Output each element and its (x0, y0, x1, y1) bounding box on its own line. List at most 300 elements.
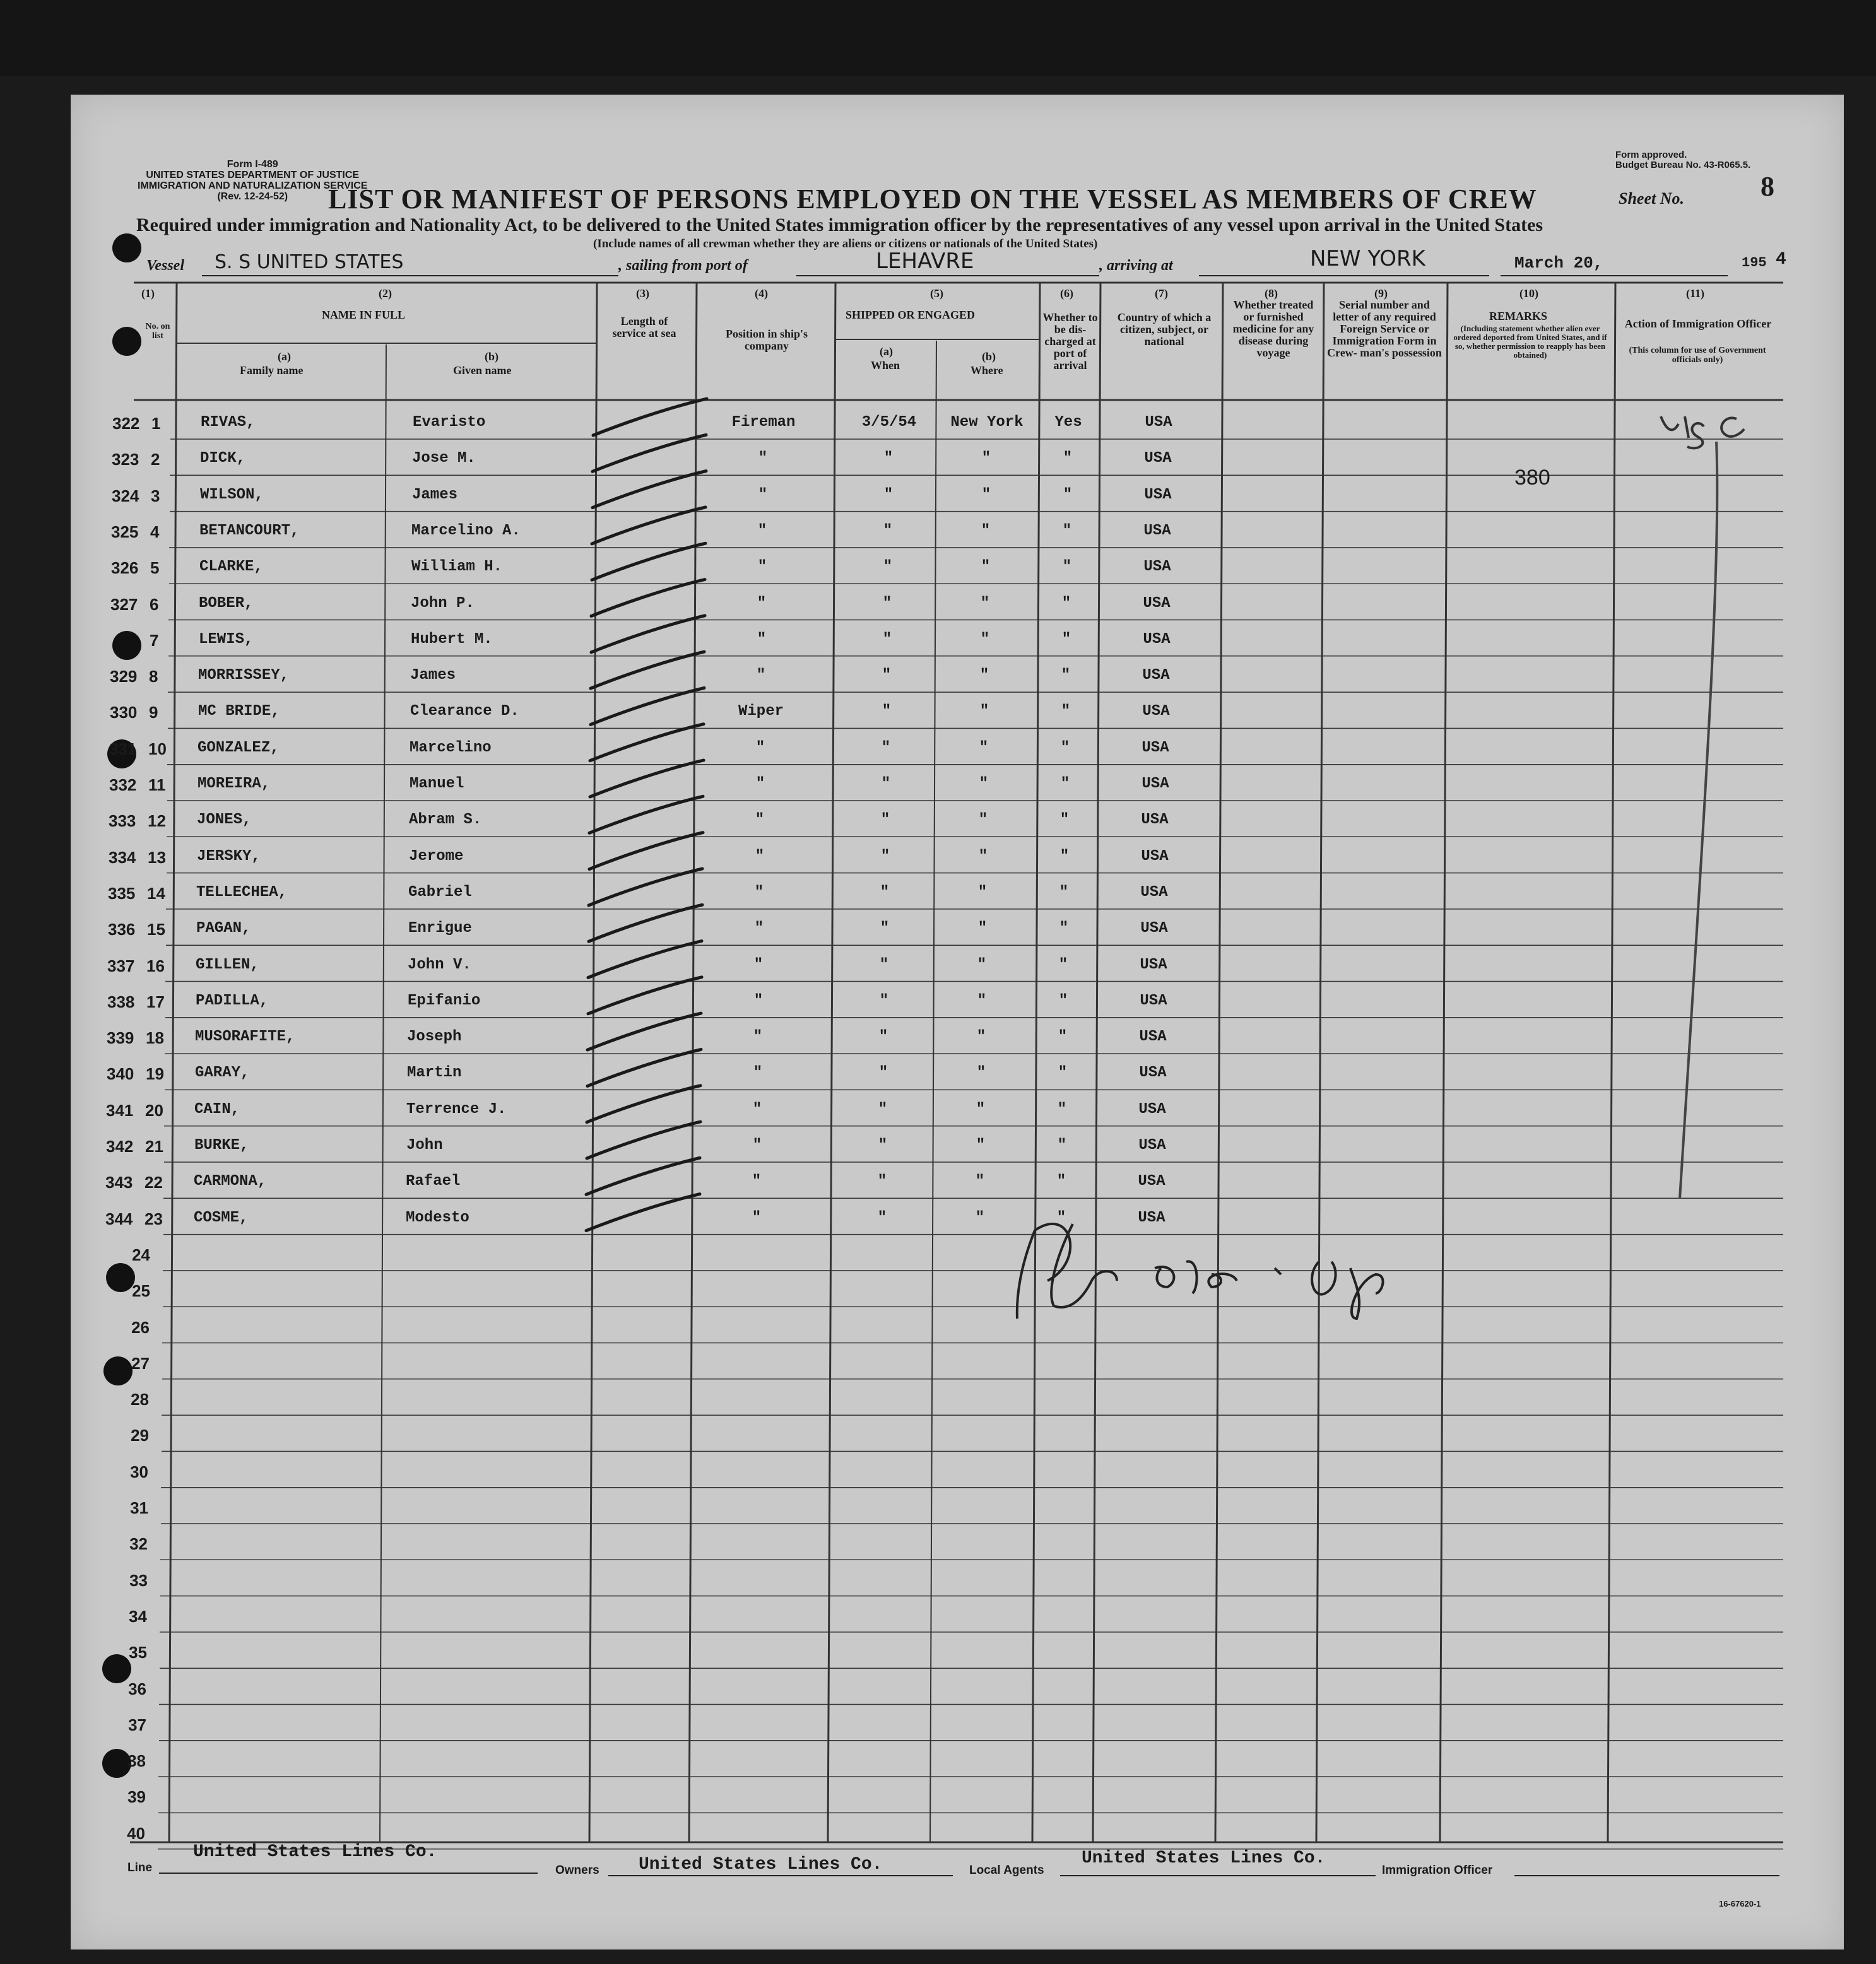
immigration-officer-label: Immigration Officer (1382, 1864, 1493, 1877)
country: USA (1139, 1028, 1167, 1046)
shipped-when: " (882, 703, 892, 720)
given-name: John (406, 1137, 443, 1154)
col-2a-letter: (a) (278, 350, 291, 363)
list-number: 327 (110, 594, 138, 614)
line-number: 15 (147, 920, 165, 939)
shipped-when: " (881, 775, 891, 792)
line-number: 5 (150, 558, 160, 578)
col-11-note: (This column for use of Government officials only) (1629, 346, 1766, 365)
line-number: 13 (148, 847, 166, 867)
department-name: UNITED STATES DEPARTMENT OF JUSTICE (146, 170, 360, 180)
col-2-number: (2) (379, 287, 392, 300)
col-4-header: Position in ship's company (725, 327, 808, 352)
col-5a-header: When (871, 359, 900, 372)
discharged-at-arrival: " (1061, 667, 1071, 685)
service-stroke (589, 869, 702, 905)
shipped-when: " (878, 1100, 888, 1118)
country: USA (1141, 847, 1169, 865)
sailing-label: , sailing from port of (618, 257, 748, 274)
line-number: 8 (149, 667, 158, 686)
shipped-where: " (976, 1137, 986, 1154)
list-number: 323 (112, 450, 139, 469)
given-name: Abram S. (409, 811, 482, 829)
shipped-when: " (882, 630, 892, 648)
local-agents-value: United States Lines Co. (1082, 1849, 1326, 1868)
family-name: GONZALEZ, (198, 739, 280, 756)
line-number: 6 (150, 594, 159, 614)
line-number: 10 (148, 739, 167, 758)
country: USA (1142, 667, 1170, 685)
shipped-when: " (880, 920, 890, 938)
shipped-where: " (977, 956, 987, 973)
line-number: 17 (146, 992, 165, 1011)
line-label: Line (127, 1861, 153, 1874)
shipped-when: " (883, 450, 894, 467)
service-stroke (592, 507, 705, 544)
position: " (753, 1028, 763, 1046)
discharged-at-arrival: " (1062, 558, 1072, 576)
line-number: 31 (130, 1498, 148, 1517)
position: " (757, 522, 767, 539)
line-number: 30 (130, 1462, 148, 1481)
arrival-year-prefix: 195 (1742, 255, 1767, 271)
col-11-header: Action of Immigration Officer (1624, 317, 1772, 330)
vessel-label: Vessel (146, 257, 184, 274)
line-number: 11 (148, 775, 166, 794)
family-name: MOREIRA, (198, 775, 271, 792)
family-name: BOBER, (199, 594, 254, 612)
shipped-when: " (880, 811, 890, 829)
position: " (755, 847, 765, 865)
line-number: 1 (151, 414, 161, 433)
col-10-header: REMARKS (1489, 310, 1548, 322)
family-name: PAGAN, (196, 920, 251, 938)
family-name: CAIN, (194, 1100, 240, 1118)
shipped-when: " (877, 1173, 887, 1191)
col-3-header: Length of service at sea (612, 315, 676, 339)
local-agents-label: Local Agents (969, 1864, 1044, 1877)
service-stroke (591, 580, 705, 616)
shipped-where: " (976, 1100, 986, 1118)
col-3-number: (3) (636, 287, 649, 300)
list-number: 326 (111, 558, 139, 578)
shipped-when: " (878, 1028, 888, 1046)
service-name: IMMIGRATION AND NATURALIZATION SERVICE (138, 180, 368, 191)
line-number: 39 (127, 1787, 146, 1807)
service-stroke (587, 1049, 701, 1086)
discharged-at-arrival: " (1063, 450, 1073, 467)
given-name: Epifanio (408, 992, 481, 1009)
country: USA (1143, 630, 1171, 648)
family-name: PADILLA, (196, 992, 269, 1009)
family-name: MORRISSEY, (198, 667, 290, 685)
given-name: William H. (411, 558, 503, 576)
col-2b-header: Given name (453, 364, 512, 377)
given-name: Manuel (410, 775, 464, 792)
col-6-header: Whether to be dis- charged at port of arrival (1042, 311, 1098, 372)
family-name: GARAY, (195, 1064, 250, 1082)
line-number: 35 (129, 1643, 147, 1662)
discharged-at-arrival: " (1061, 630, 1071, 648)
list-number: 336 (108, 920, 136, 939)
list-number: 342 (106, 1137, 134, 1156)
line-value: United States Lines Co. (193, 1842, 437, 1862)
line-number: 37 (128, 1715, 146, 1734)
line-number: 12 (148, 811, 166, 831)
col-5-number: (5) (930, 287, 943, 300)
given-name: Joseph (407, 1028, 462, 1046)
service-stroke (591, 616, 705, 652)
list-number: 341 (106, 1100, 134, 1120)
service-stroke (593, 471, 706, 508)
arriving-label: , arriving at (1099, 257, 1173, 274)
discharged-at-arrival: " (1058, 1028, 1068, 1046)
col-9-header: Serial number and letter of any required Foreign Service or Immigration Form in Crew- man's possession (1327, 298, 1442, 359)
form-approved-line: Form approved. (1615, 150, 1687, 160)
col-1-header: No. on list (145, 322, 170, 341)
country: USA (1138, 1209, 1165, 1226)
line-number: 18 (146, 1028, 164, 1048)
list-number: 333 (109, 811, 136, 831)
given-name: Marcelino (410, 739, 492, 756)
family-name: LEWIS, (199, 630, 254, 648)
remarks-note: 380 (1514, 466, 1550, 490)
vessel-name: S. S UNITED STATES (215, 251, 404, 273)
form-number: Form I-489 (227, 159, 278, 170)
owners-value: United States Lines Co. (639, 1855, 883, 1874)
list-number: 331 (109, 739, 137, 758)
owners-label: Owners (555, 1864, 599, 1877)
position: " (758, 450, 768, 467)
shipped-where: " (975, 1209, 985, 1226)
col-11-number: (11) (1686, 287, 1704, 300)
family-name: MUSORAFITE, (195, 1028, 295, 1046)
shipped-where: " (981, 450, 991, 467)
line-number: 21 (145, 1137, 163, 1156)
position: " (752, 1100, 762, 1118)
given-name: John V. (408, 956, 471, 973)
family-name: TELLECHEA, (196, 883, 288, 901)
shipped-where: " (981, 558, 991, 576)
port-from: LEHAVRE (876, 249, 974, 274)
col-5a-letter: (a) (880, 345, 893, 358)
discharged-at-arrival: " (1060, 775, 1070, 792)
given-name: Jose M. (412, 450, 476, 467)
shipped-when: " (883, 486, 894, 503)
discharged-at-arrival: " (1059, 920, 1069, 938)
shipped-when: " (882, 594, 892, 612)
position: " (752, 1173, 762, 1191)
service-stroke (588, 941, 702, 978)
discharged-at-arrival: " (1063, 486, 1073, 503)
position: " (753, 992, 764, 1009)
service-stroke (593, 399, 707, 435)
given-name: Modesto (406, 1209, 469, 1226)
position: " (758, 486, 768, 503)
col-6-number: (6) (1060, 287, 1073, 300)
service-stroke (586, 1194, 700, 1231)
shipped-when: 3/5/54 (861, 414, 917, 431)
given-name: Clearance D. (410, 703, 519, 720)
country: USA (1140, 883, 1168, 901)
col-2-header: NAME IN FULL (322, 309, 406, 321)
family-name: MC BRIDE, (198, 703, 280, 720)
position: " (756, 667, 766, 685)
family-name: JONES, (197, 811, 252, 829)
list-number: 330 (110, 703, 138, 722)
country: USA (1144, 450, 1172, 467)
inspector-signature (1022, 1230, 1299, 1274)
position: " (754, 920, 764, 938)
list-number: 339 (107, 1028, 134, 1048)
service-stroke (592, 543, 705, 580)
col-1-number: (1) (141, 287, 155, 300)
service-stroke (588, 977, 702, 1014)
service-stroke (587, 1013, 701, 1050)
sheet-number: 8 (1761, 171, 1774, 202)
given-name: Martin (407, 1064, 462, 1082)
line-number: 14 (147, 883, 165, 903)
list-number: 334 (109, 847, 136, 867)
service-stroke (590, 760, 704, 797)
given-name: Enrigue (408, 920, 472, 938)
country: USA (1142, 739, 1169, 756)
col-5-header: SHIPPED OR ENGAGED (846, 309, 976, 321)
service-stroke (591, 688, 704, 724)
country: USA (1140, 920, 1168, 938)
line-number: 7 (150, 630, 159, 650)
country: USA (1142, 703, 1170, 720)
discharged-at-arrival: " (1062, 522, 1072, 539)
position: " (752, 1137, 762, 1154)
col-7-header: Country of which a citizen, subject, or national (1117, 311, 1212, 348)
line-number: 28 (131, 1390, 149, 1409)
discharged-at-arrival: " (1059, 883, 1069, 901)
arrival-date: March 20, (1514, 254, 1603, 273)
service-stroke (589, 833, 703, 869)
family-name: CARMONA, (194, 1173, 267, 1191)
list-number: 325 (111, 522, 139, 541)
line-number: 22 (145, 1173, 163, 1192)
col-8-number: (8) (1265, 287, 1278, 300)
given-name: James (412, 486, 458, 503)
shipped-when: " (880, 847, 890, 865)
col-5b-letter: (b) (982, 350, 996, 363)
family-name: JERSKY, (197, 847, 261, 865)
discharged-at-arrival: " (1057, 1100, 1067, 1118)
service-stroke (593, 435, 706, 471)
col-2a-header: Family name (240, 364, 304, 377)
list-number: 335 (108, 883, 136, 903)
line-number: 34 (129, 1606, 147, 1626)
position: " (753, 1064, 763, 1082)
family-name: WILSON, (200, 486, 264, 503)
discharged-at-arrival: " (1056, 1209, 1066, 1226)
line-number: 40 (127, 1823, 145, 1843)
country: USA (1138, 1173, 1165, 1191)
shipped-when: " (882, 667, 892, 685)
line-number: 9 (149, 703, 158, 722)
discharged-at-arrival: " (1059, 811, 1070, 829)
col-8-header: Whether treated or furnished medicine for any disease during voyage (1232, 298, 1314, 359)
budget-bureau-line: Budget Bureau No. 43-R065.5. (1615, 160, 1751, 170)
list-number: 340 (107, 1064, 134, 1084)
line-number: 16 (146, 956, 165, 975)
service-stroke (589, 796, 703, 833)
given-name: Gabriel (408, 883, 472, 901)
discharged-at-arrival: " (1061, 703, 1071, 720)
position: " (752, 1209, 762, 1226)
form-code: 16-67620-1 (1719, 1899, 1761, 1908)
country: USA (1142, 775, 1169, 792)
shipped-where: " (979, 703, 989, 720)
list-number: 343 (105, 1173, 133, 1192)
shipped-where: " (977, 883, 988, 901)
country: USA (1143, 558, 1171, 576)
col-5b-header: Where (970, 364, 1003, 377)
line-number: 3 (151, 486, 160, 505)
discharged-at-arrival: Yes (1054, 414, 1082, 431)
list-number: 324 (112, 486, 139, 505)
position: " (755, 811, 765, 829)
discharged-at-arrival: " (1060, 739, 1070, 756)
given-name: James (410, 667, 456, 685)
col-7-number: (7) (1155, 287, 1168, 300)
shipped-where: " (980, 630, 990, 648)
position: " (753, 956, 764, 973)
country: USA (1140, 992, 1167, 1009)
country: USA (1140, 956, 1167, 973)
line-number: 38 (127, 1751, 146, 1771)
given-name: Evaristo (413, 414, 486, 431)
discharged-at-arrival: " (1061, 594, 1071, 612)
document-subnote: (Include names of all crewman whether they are aliens or citizens or nationals of the United States) (593, 237, 1098, 250)
col-9-number: (9) (1374, 287, 1388, 300)
country: USA (1143, 594, 1171, 612)
shipped-when: " (878, 1064, 888, 1082)
shipped-where: New York (950, 414, 1024, 431)
family-name: BETANCOURT, (199, 522, 300, 539)
family-name: RIVAS, (201, 414, 256, 431)
shipped-where: " (979, 667, 989, 685)
position: " (755, 775, 765, 792)
given-name: Rafael (406, 1173, 461, 1191)
position: Fireman (731, 414, 796, 431)
sheet-number-label: Sheet No. (1619, 189, 1684, 208)
given-name: Terrence J. (406, 1100, 507, 1118)
discharged-at-arrival: " (1058, 992, 1068, 1009)
country: USA (1141, 811, 1169, 829)
document-title: LIST OR MANIFEST OF PERSONS EMPLOYED ON THE VESSEL AS MEMBERS OF CREW (328, 184, 1537, 215)
country: USA (1138, 1137, 1166, 1154)
service-stroke (589, 905, 702, 941)
line-number: 33 (129, 1570, 148, 1590)
discharged-at-arrival: " (1056, 1173, 1066, 1191)
arrival-year-suffix: 4 (1776, 250, 1786, 269)
service-stroke (591, 652, 704, 688)
line-number: 29 (131, 1426, 149, 1445)
family-name: CLARKE, (199, 558, 263, 576)
discharged-at-arrival: " (1058, 956, 1068, 973)
family-name: DICK, (200, 450, 246, 467)
list-number: 338 (107, 992, 135, 1011)
shipped-where: " (979, 775, 989, 792)
list-number: 337 (107, 956, 135, 975)
shipped-when: " (878, 1137, 888, 1154)
given-name: John P. (411, 594, 475, 612)
shipped-when: " (881, 739, 891, 756)
line-number: 32 (129, 1534, 148, 1554)
line-number: 24 (132, 1245, 150, 1264)
family-name: BURKE, (194, 1137, 249, 1154)
port-to: NEW YORK (1310, 246, 1425, 271)
line-number: 23 (145, 1209, 163, 1228)
shipped-where: " (981, 486, 991, 503)
service-stroke (586, 1158, 700, 1194)
line-number: 26 (131, 1317, 150, 1337)
country: USA (1138, 1100, 1166, 1118)
document-subtitle: Required under immigration and Nationality Act, to be delivered to the United States immigration officer by the representatives of any vessel upon arrival in the United States (136, 215, 1543, 235)
service-stroke (587, 1122, 700, 1158)
shipped-when: " (883, 558, 893, 576)
position: " (757, 630, 767, 648)
officer-mark (1653, 404, 1740, 448)
list-number: 329 (110, 667, 138, 686)
country: USA (1145, 414, 1172, 431)
discharged-at-arrival: " (1057, 1137, 1067, 1154)
line-number: 36 (128, 1679, 146, 1698)
discharged-at-arrival: " (1058, 1064, 1068, 1082)
position: " (757, 558, 767, 576)
col-10-number: (10) (1519, 287, 1538, 300)
position: Wiper (738, 703, 784, 720)
revision-date: (Rev. 12-24-52) (217, 191, 288, 202)
family-name: GILLEN, (196, 956, 259, 973)
position: " (755, 739, 765, 756)
shipped-where: " (977, 920, 988, 938)
service-stroke (590, 724, 704, 761)
shipped-where: " (975, 1173, 985, 1191)
shipped-where: " (977, 992, 987, 1009)
col-4-number: (4) (755, 287, 768, 300)
service-stroke (587, 1086, 700, 1122)
position: " (754, 883, 764, 901)
shipped-where: " (976, 1064, 986, 1082)
shipped-when: " (880, 883, 890, 901)
line-number: 20 (145, 1100, 163, 1120)
line-number: 4 (150, 522, 160, 541)
country: USA (1143, 522, 1171, 539)
shipped-when: " (883, 522, 893, 539)
col-10-note: (Including statement whether alien ever ordered deported from United States, and if so, whether permission to reapply has been obtained) (1453, 324, 1607, 360)
shipped-where: " (981, 522, 991, 539)
shipped-where: " (979, 739, 989, 756)
list-number: 344 (105, 1209, 133, 1228)
shipped-where: " (978, 847, 988, 865)
shipped-where: " (978, 811, 988, 829)
line-number: 25 (132, 1281, 150, 1301)
given-name: Jerome (409, 847, 464, 865)
shipped-when: " (877, 1209, 887, 1226)
shipped-when: " (879, 992, 889, 1009)
shipped-where: " (980, 594, 990, 612)
discharged-at-arrival: " (1059, 847, 1070, 865)
line-number: 2 (151, 450, 160, 469)
list-number: 322 (112, 414, 140, 433)
family-name: COSME, (194, 1209, 249, 1226)
line-number: 19 (146, 1064, 164, 1084)
shipped-where: " (976, 1028, 986, 1046)
